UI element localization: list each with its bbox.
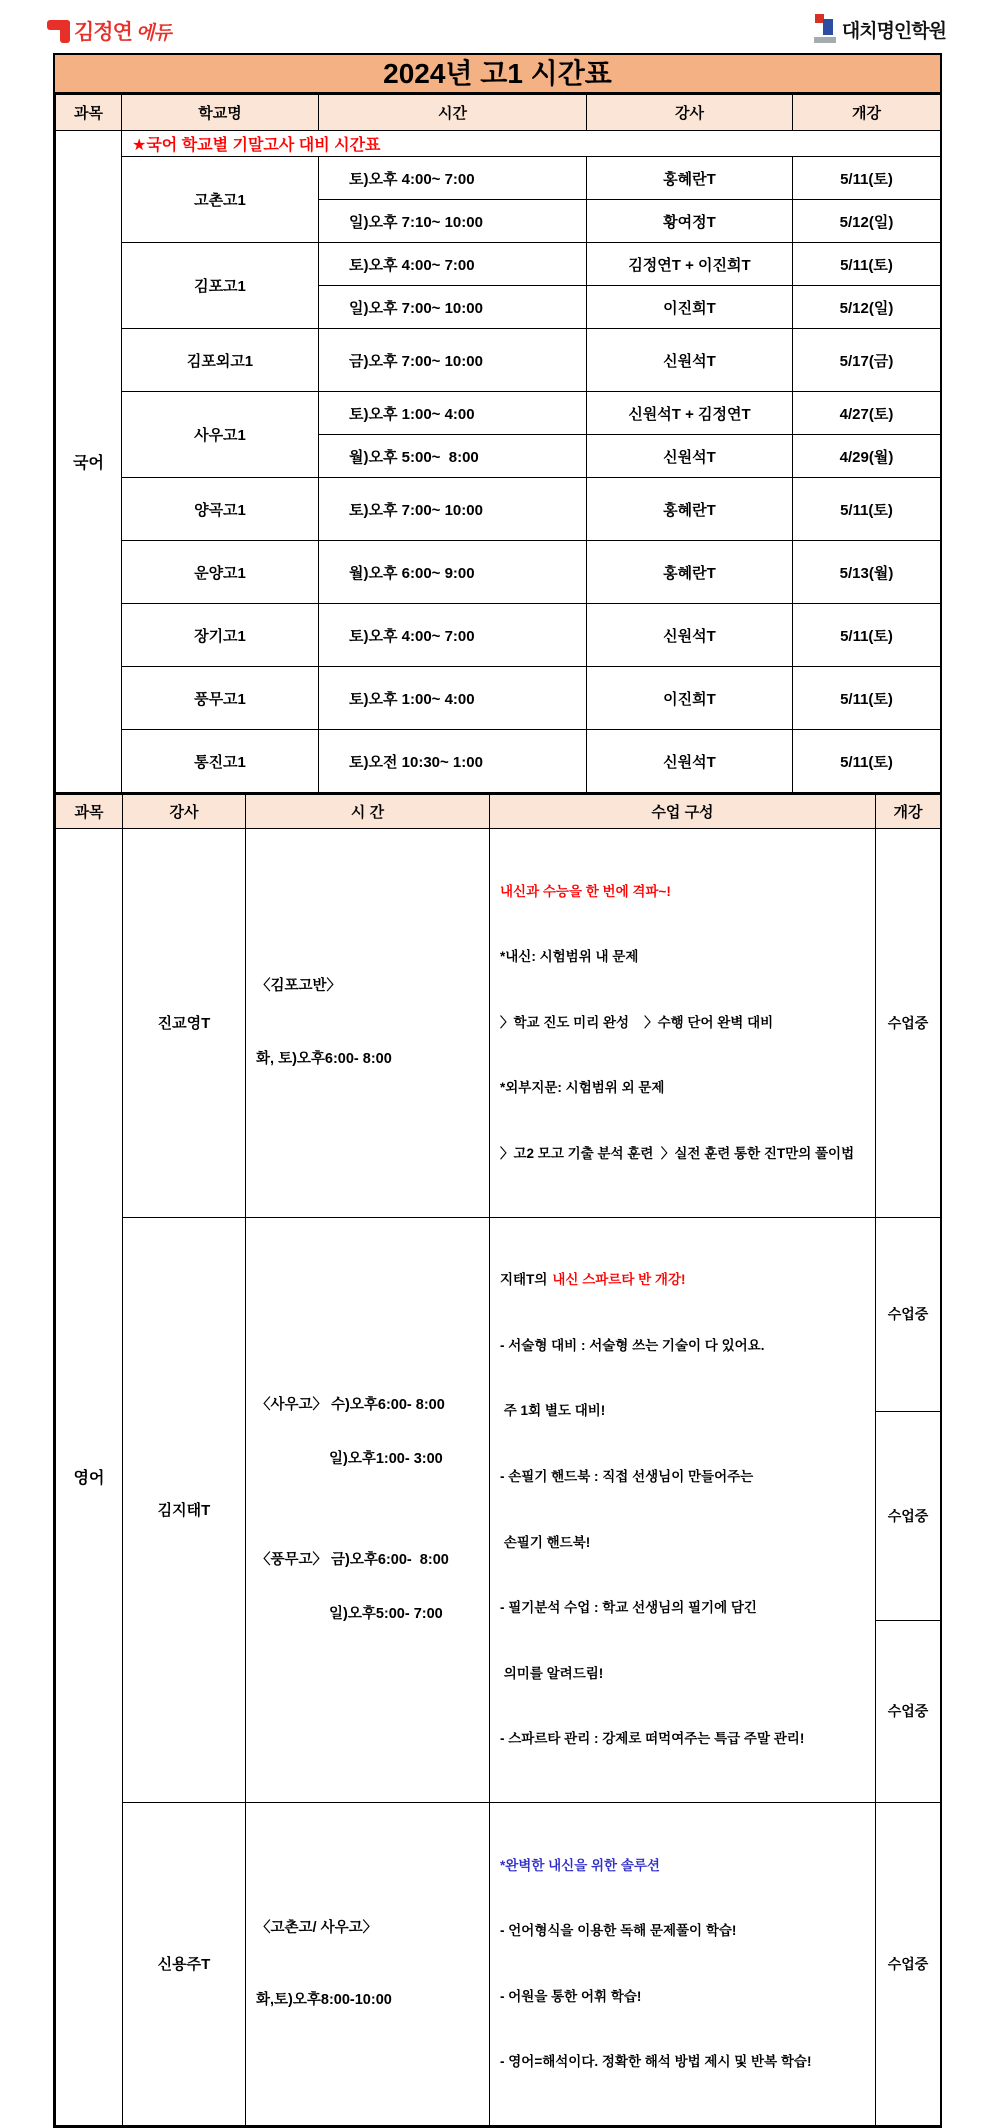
session-teacher: 김정연T + 이진희T <box>587 243 793 286</box>
session-start: 5/12(일) <box>793 200 941 243</box>
status-badge: 수업중 <box>876 1620 941 1802</box>
school-name: 양곡고1 <box>122 478 319 541</box>
table-row <box>56 329 941 392</box>
timetable-sheet <box>53 53 942 2128</box>
korean-banner-row <box>56 131 941 157</box>
korean-table-header <box>56 95 941 131</box>
table-row <box>56 478 941 541</box>
composition-line: 의미를 알려드림! <box>500 1665 604 1681</box>
school-name: 김포외고1 <box>122 329 319 392</box>
col-teacher: 강사 <box>587 95 793 131</box>
class-composition <box>490 1217 876 1802</box>
english-table-header <box>56 794 941 829</box>
col-teacher: 강사 <box>123 794 246 829</box>
session-start: 5/11(토) <box>793 667 941 730</box>
session-teacher: 홍혜란T <box>587 478 793 541</box>
session-time: 토)오후 4:00~ 7:00 <box>319 243 587 286</box>
col-time: 시간 <box>319 95 587 131</box>
class-time <box>246 829 490 1218</box>
composition-line: - 어원을 통한 어휘 학습! <box>500 1988 642 2004</box>
time-line: 화,토)오후8:00-10:00 <box>256 1991 392 2008</box>
table-row <box>56 157 941 200</box>
subject-english: 영어 <box>56 829 123 2126</box>
status-badge: 수업중 <box>876 1217 941 1411</box>
school-name: 김포고1 <box>122 243 319 329</box>
school-name: 통진고1 <box>122 730 319 793</box>
session-time: 월)오후 6:00~ 9:00 <box>319 541 587 604</box>
composition-line: - 영어=해석이다. 정확한 해석 방법 제시 및 반복 학습! <box>500 2054 812 2070</box>
session-time: 토)오후 7:00~ 10:00 <box>319 478 587 541</box>
logo-right-text: 대치명인학원 <box>841 20 946 42</box>
time-line: 〈풍무고〉 금)오후6:00- 8:00 <box>256 1551 449 1568</box>
session-teacher: 이진희T <box>587 667 793 730</box>
headline-prefix: 지태T의 <box>500 1272 548 1288</box>
logo-left-text: 김정연 <box>74 21 132 44</box>
class-composition <box>490 1802 876 2125</box>
teacher-name: 신용주T <box>123 1802 246 2125</box>
time-line: 〈사우고〉 수)오후6:00- 8:00 <box>256 1396 445 1413</box>
session-start: 4/27(토) <box>793 392 941 435</box>
session-time: 토)오후 4:00~ 7:00 <box>319 604 587 667</box>
school-name: 사우고1 <box>122 392 319 478</box>
session-start: 5/11(토) <box>793 604 941 667</box>
col-composition: 수업 구성 <box>490 794 876 829</box>
school-name: 운양고1 <box>122 541 319 604</box>
english-timetable <box>55 793 941 2126</box>
subject-korean: 국어 <box>56 131 122 793</box>
daechi-myongin-logo <box>814 14 946 44</box>
composition-line: *내신: 시험범위 내 문제 <box>500 949 639 965</box>
status-badge: 수업중 <box>876 829 941 1218</box>
table-row <box>56 667 941 730</box>
session-start: 5/11(토) <box>793 157 941 200</box>
session-time: 일)오후 7:00~ 10:00 <box>319 286 587 329</box>
session-teacher: 홍혜란T <box>587 541 793 604</box>
col-time: 시 간 <box>246 794 490 829</box>
kimjeongyeon-edu-logo <box>47 16 171 46</box>
composition-headline: *완벽한 내신을 위한 솔루션 <box>500 1857 660 1873</box>
composition-line: - 스파르타 관리 : 강제로 떠먹여주는 특급 주말 관리! <box>500 1731 805 1747</box>
col-subject: 과목 <box>56 95 122 131</box>
logo-gray-base <box>814 37 836 43</box>
session-start: 5/11(토) <box>793 243 941 286</box>
class-time <box>246 1802 490 2125</box>
school-name: 풍무고1 <box>122 667 319 730</box>
session-time: 토)오전 10:30~ 1:00 <box>319 730 587 793</box>
page-title: 2024년 고1 시간표 <box>55 55 940 94</box>
session-teacher: 홍혜란T <box>587 157 793 200</box>
table-row <box>56 541 941 604</box>
session-time: 금)오후 7:00~ 10:00 <box>319 329 587 392</box>
table-row <box>56 243 941 286</box>
class-time <box>246 1217 490 1802</box>
composition-line: - 필기분석 수업 : 학교 선생님의 필기에 담긴 <box>500 1600 757 1616</box>
session-start: 5/11(토) <box>793 730 941 793</box>
status-badge: 수업중 <box>876 1802 941 2125</box>
composition-line: 손필기 핸드북! <box>500 1534 591 1550</box>
composition-line: 〉학교 진도 미리 완성 〉수행 단어 완벽 대비 <box>500 1014 774 1030</box>
composition-line: 주 1회 별도 대비! <box>500 1403 606 1419</box>
session-teacher: 신원석T <box>587 329 793 392</box>
table-row <box>56 730 941 793</box>
session-teacher: 황여정T <box>587 200 793 243</box>
class-composition <box>490 829 876 1218</box>
korean-exam-banner: ★국어 학교별 기말고사 대비 시간표 <box>122 131 941 157</box>
teacher-name: 진교영T <box>123 829 246 1218</box>
composition-headline: 내신과 수능을 한 번에 격파~! <box>500 883 671 899</box>
session-teacher: 신원석T <box>587 730 793 793</box>
teacher-name: 김지태T <box>123 1217 246 1802</box>
korean-timetable <box>55 94 941 793</box>
composition-line: *외부지문: 시험범위 외 문제 <box>500 1080 665 1096</box>
status-badge: 수업중 <box>876 1411 941 1620</box>
session-start: 4/29(월) <box>793 435 941 478</box>
school-name: 장기고1 <box>122 604 319 667</box>
session-time: 일)오후 7:10~ 10:00 <box>319 200 587 243</box>
session-teacher: 이진희T <box>587 286 793 329</box>
session-start: 5/11(토) <box>793 478 941 541</box>
myongin-logo-icon <box>814 14 837 44</box>
time-line: 〈고촌고/ 사우고〉 <box>256 1919 378 1936</box>
session-start: 5/12(일) <box>793 286 941 329</box>
session-teacher: 신원석T <box>587 604 793 667</box>
logo-blue-bar <box>823 19 833 35</box>
table-row <box>56 1802 941 2125</box>
time-line: 〈김포고반〉 <box>256 978 342 995</box>
session-time: 토)오후 1:00~ 4:00 <box>319 392 587 435</box>
table-row <box>56 392 941 435</box>
table-row <box>56 1217 941 1411</box>
composition-line: - 서술형 대비 : 서술형 쓰는 기술이 다 있어요. <box>500 1337 765 1353</box>
composition-line: 〉고2 모고 기출 분석 훈련 〉실전 훈련 통한 진T만의 풀이법 <box>500 1146 855 1162</box>
col-subject: 과목 <box>56 794 123 829</box>
session-start: 5/13(월) <box>793 541 941 604</box>
session-time: 월)오후 5:00~ 8:00 <box>319 435 587 478</box>
composition-line: - 언어형식을 이용한 독해 문제풀이 학습! <box>500 1923 737 1939</box>
logo-left-suffix-text: 에듀 <box>135 22 171 44</box>
col-start: 개강 <box>793 95 941 131</box>
session-time: 토)오후 1:00~ 4:00 <box>319 667 587 730</box>
composition-headline <box>500 1269 869 1291</box>
table-row <box>56 604 941 667</box>
session-teacher: 신원석T <box>587 435 793 478</box>
session-teacher: 신원석T + 김정연T <box>587 392 793 435</box>
col-school: 학교명 <box>122 95 319 131</box>
time-line: 일)오후1:00- 3:00 <box>329 1451 443 1468</box>
giyeok-logo-icon <box>47 20 70 43</box>
composition-line: - 손필기 핸드북 : 직접 선생님이 만들어주는 <box>500 1469 754 1485</box>
time-line: 화, 토)오후6:00- 8:00 <box>256 1050 392 1067</box>
headline-highlight: 내신 스파르타 반 개강! <box>552 1272 686 1288</box>
school-name: 고촌고1 <box>122 157 319 243</box>
session-start: 5/17(금) <box>793 329 941 392</box>
col-start: 개강 <box>876 794 941 829</box>
time-line-gap <box>256 1503 485 1517</box>
table-row <box>56 829 941 1218</box>
time-line: 일)오후5:00- 7:00 <box>329 1606 443 1623</box>
session-time: 토)오후 4:00~ 7:00 <box>319 157 587 200</box>
